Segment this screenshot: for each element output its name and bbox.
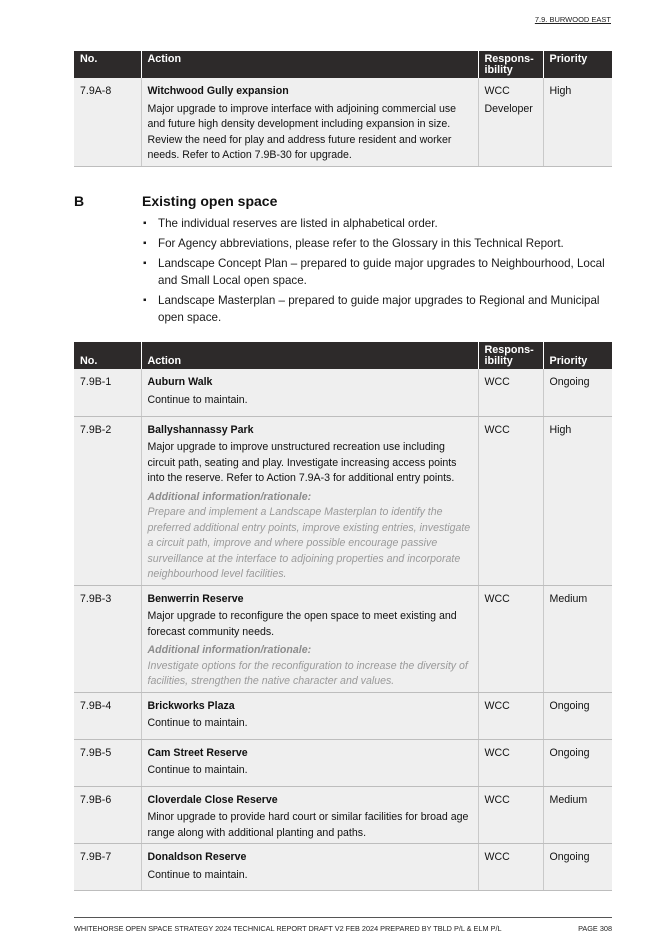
row-no: 7.9B-3 [74, 585, 141, 692]
row-desc: Minor upgrade to provide hard court or similar facilities for broad age range along with additional planting and paths. [147, 811, 469, 839]
footer-page-number: PAGE 308 [578, 924, 612, 933]
row-action [141, 692, 478, 739]
action-table-7-9b [74, 342, 612, 891]
section-title: Existing open space [142, 193, 278, 209]
footer-doc-info: WHITEHORSE OPEN SPACE STRATEGY 2024 TECHNICAL REPORT DRAFT V2 FEB 2024 PREPARED BY TBLD P/L & ELM P/L [74, 924, 502, 933]
row-no: 7.9B-4 [74, 692, 141, 739]
col-header-resp-line2: ibility [484, 355, 513, 367]
bullet-icon: ▪ [143, 218, 147, 229]
row-priority: Medium [543, 786, 612, 844]
row-action [141, 585, 478, 692]
col-header-priority: Priority [543, 342, 612, 369]
row-responsibility: WCC [478, 585, 543, 692]
row-desc: Major upgrade to improve unstructured recreation use including circuit path, seating and play. Investigate increasing access points into the reserve. Refer to Action 7.9A-3 for additional entry points. [147, 441, 457, 484]
list-item [142, 235, 617, 252]
row-priority: Ongoing [543, 739, 612, 786]
col-header-priority: Priority [543, 51, 612, 78]
list-item [142, 255, 617, 289]
bullet-icon: ▪ [143, 258, 147, 269]
table-row [74, 692, 612, 739]
table-row [74, 739, 612, 786]
bullet-list [142, 215, 617, 329]
row-title: Donaldson Reserve [147, 851, 247, 863]
row-no: 7.9B-6 [74, 786, 141, 844]
row-no: 7.9B-7 [74, 844, 141, 891]
col-header-resp-line2: ibility [484, 64, 513, 76]
row-responsibility: WCC [478, 369, 543, 416]
col-header-no: No. [74, 51, 141, 78]
row-desc: Continue to maintain. [147, 764, 248, 776]
row-desc: Continue to maintain. [147, 868, 248, 881]
list-item [142, 292, 617, 326]
row-responsibility: WCC [478, 692, 543, 739]
row-responsibility: WCC [478, 739, 543, 786]
row-no: 7.9B-1 [74, 369, 141, 416]
table-header-row [74, 51, 612, 78]
bullet-icon: ▪ [143, 295, 147, 306]
row-priority: Ongoing [543, 692, 612, 739]
row-responsibility: WCC [478, 844, 543, 891]
row-desc: Continue to maintain. [147, 717, 248, 729]
row-title: Benwerrin Reserve [147, 592, 244, 605]
table-row [74, 844, 612, 891]
row-info: Investigate options for the reconfiguration to increase the diversity of facilities, strengthen the native character and values. [147, 659, 468, 687]
row-priority: High [543, 78, 612, 166]
row-title: Cloverdale Close Reserve [147, 793, 278, 806]
bullet-text: Landscape Masterplan – prepared to guide major upgrades to Regional and Municipal open space. [158, 294, 600, 324]
col-header-responsibility [478, 342, 543, 369]
row-title: Witchwood Gully expansion [147, 85, 289, 97]
row-action [141, 416, 478, 585]
row-title: Cam Street Reserve [147, 746, 248, 759]
page-footer [74, 917, 612, 933]
row-action [141, 739, 478, 786]
col-header-no: No. [74, 342, 141, 369]
row-action [141, 844, 478, 891]
row-no: 7.9A-8 [74, 78, 141, 166]
row-responsibility: WCC [478, 416, 543, 585]
row-info-heading: Additional information/rationale: [147, 644, 312, 656]
col-header-action: Action [141, 51, 478, 78]
section-letter: B [74, 193, 85, 209]
table-row [74, 78, 612, 166]
row-action [141, 369, 478, 416]
row-title: Ballyshannassy Park [147, 423, 254, 436]
bullet-text: Landscape Concept Plan – prepared to guide major upgrades to Neighbourhood, Local and Small Local open space. [158, 257, 605, 287]
bullet-text: For Agency abbreviations, please refer to the Glossary in this Technical Report. [158, 237, 564, 250]
table-header-row [74, 342, 612, 369]
row-priority: Medium [543, 585, 612, 692]
row-no: 7.9B-2 [74, 416, 141, 585]
row-priority: Ongoing [543, 369, 612, 416]
row-info: Prepare and implement a Landscape Masterplan to identify the preferred additional entry points, improve existing entries, investigate a circuit path, improve and where possible encourage passive surveillance at the interface to adjoining properties and incorporate neighbourhood level facilities. [147, 506, 471, 580]
row-title: Brickworks Plaza [147, 699, 235, 712]
row-info-heading: Additional information/rationale: [147, 490, 312, 503]
row-priority: Ongoing [543, 844, 612, 891]
row-no: 7.9B-5 [74, 739, 141, 786]
page-section-ref: 7.9. BURWOOD EAST [534, 15, 611, 24]
bullet-icon: ▪ [143, 238, 147, 249]
table-row [74, 369, 612, 416]
row-action [141, 78, 478, 166]
bullet-text: The individual reserves are listed in alphabetical order. [158, 217, 438, 230]
row-responsibility: WCC [478, 786, 543, 844]
row-action [141, 786, 478, 844]
row-responsibility [478, 78, 543, 166]
action-table-7-9a [74, 51, 612, 167]
col-header-resp-line1: Respons- [484, 53, 534, 65]
row-desc: Major upgrade to improve interface with adjoining commercial use and future high density development including expansion in size. Review the need for play and address future resident and worker needs. Refer to Action 7.9B-30 for upgrade. [147, 102, 457, 161]
row-resp-2: Developer [484, 102, 533, 115]
row-desc: Major upgrade to reconfigure the open space to meet existing and forecast community needs. [147, 610, 457, 638]
col-header-action: Action [141, 342, 478, 369]
row-desc: Continue to maintain. [147, 393, 248, 406]
col-header-responsibility [478, 51, 543, 78]
table-row [74, 416, 612, 585]
table-row [74, 786, 612, 844]
row-resp-1: WCC [484, 85, 510, 97]
list-item [142, 215, 617, 232]
col-header-resp-line1: Respons- [484, 344, 534, 356]
row-title: Auburn Walk [147, 376, 213, 388]
table-row [74, 585, 612, 692]
row-priority: High [543, 416, 612, 585]
